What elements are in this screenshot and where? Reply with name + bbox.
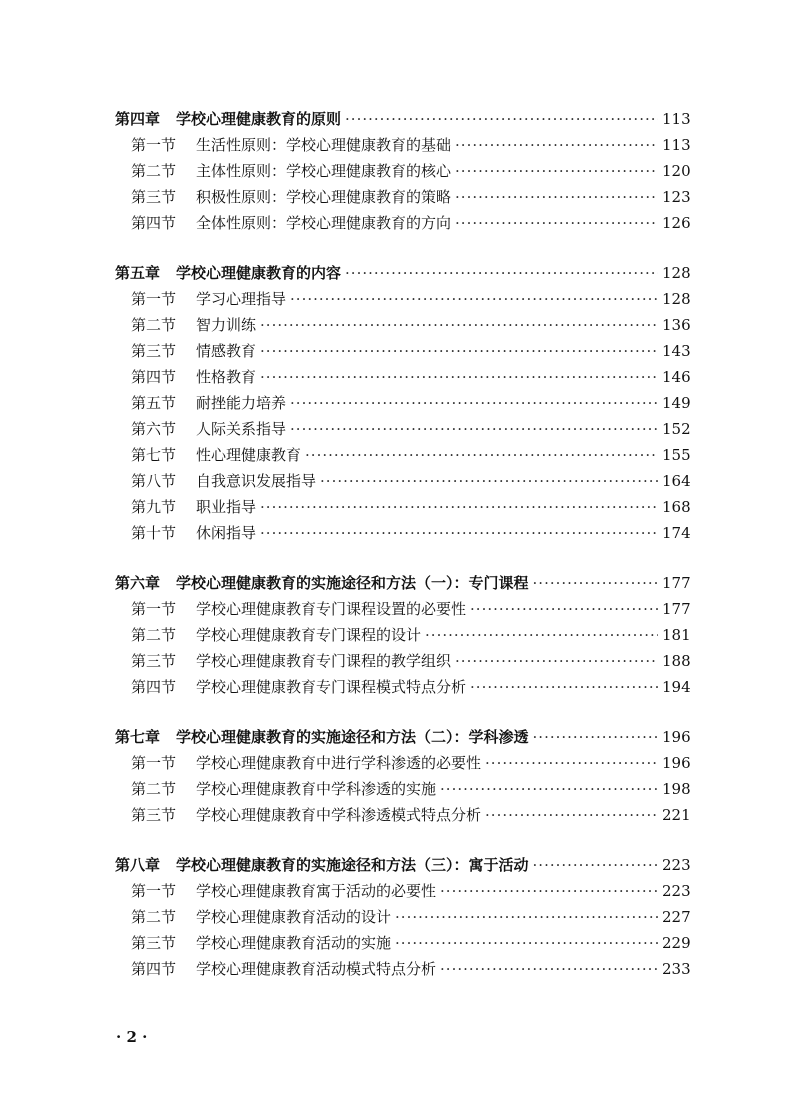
section-entry (115, 776, 691, 802)
section-entry-number: 第七节 (131, 446, 177, 464)
section-entry-title: 耐挫能力培养 (196, 394, 287, 412)
section-entry-title: 学校心理健康教育寓于活动的必要性 (196, 882, 437, 900)
section-entry-title: 学校心理健康教育中进行学科渗透的必要性 (196, 754, 482, 772)
section-entry-number: 第三节 (131, 188, 177, 206)
section-entry (115, 674, 691, 700)
page-number: · 2 · (116, 1028, 148, 1046)
dot-leader (395, 930, 658, 956)
dot-leader (455, 132, 658, 158)
dot-leader (290, 286, 658, 312)
section-entry-title: 性格教育 (196, 368, 257, 386)
section-entry (115, 312, 691, 338)
chapter-heading-number: 第五章 (115, 264, 161, 282)
toc-chapter (115, 106, 691, 236)
section-entry-title: 学习心理指导 (196, 290, 287, 308)
section-entry-page: 113 (662, 136, 691, 154)
section-entry-title: 休闲指导 (196, 524, 257, 542)
section-entry-page: 194 (662, 678, 691, 696)
dot-leader (440, 956, 658, 982)
section-entry-number: 第八节 (131, 472, 177, 490)
section-entry-page: 136 (662, 316, 691, 334)
dot-leader (260, 312, 658, 338)
section-entry-page: 223 (662, 882, 691, 900)
dot-leader (470, 674, 658, 700)
section-entry-page: 152 (662, 420, 691, 438)
section-entry-number: 第二节 (131, 162, 177, 180)
section-entry (115, 364, 691, 390)
dot-leader (260, 494, 658, 520)
chapter-heading-number: 第八章 (115, 856, 161, 874)
section-entry-page: 120 (662, 162, 691, 180)
section-entry-number: 第一节 (131, 882, 177, 900)
chapter-heading (115, 260, 691, 286)
section-entry-number: 第九节 (131, 498, 177, 516)
section-entry-title: 学校心理健康教育活动的设计 (196, 908, 392, 926)
section-entry-page: 164 (662, 472, 691, 490)
section-entry-number: 第三节 (131, 652, 177, 670)
section-entry-page: 126 (662, 214, 691, 232)
section-entry-number: 第五节 (131, 394, 177, 412)
section-entry (115, 158, 691, 184)
dot-leader (260, 364, 658, 390)
dot-leader (345, 260, 658, 286)
section-entry-number: 第二节 (131, 316, 177, 334)
section-entry-page: 233 (662, 960, 691, 978)
chapter-heading (115, 106, 691, 132)
chapter-heading-title: 学校心理健康教育的原则 (176, 110, 342, 128)
dot-leader (485, 802, 658, 828)
toc-chapter (115, 570, 691, 700)
chapter-heading (115, 724, 691, 750)
chapter-heading-page: 223 (662, 856, 691, 874)
section-entry-title: 学校心理健康教育专门课程的教学组织 (196, 652, 452, 670)
chapter-heading-page: 177 (662, 574, 691, 592)
section-entry-page: 143 (662, 342, 691, 360)
dot-leader (455, 158, 658, 184)
section-entry (115, 596, 691, 622)
section-entry (115, 442, 691, 468)
dot-leader (440, 776, 658, 802)
dot-leader (455, 210, 658, 236)
section-entry-title: 学校心理健康教育中学科渗透的实施 (196, 780, 437, 798)
section-entry (115, 184, 691, 210)
toc-chapter (115, 852, 691, 982)
dot-leader (455, 184, 658, 210)
chapter-heading-page: 128 (662, 264, 691, 282)
section-entry-page: 196 (662, 754, 691, 772)
toc-chapter (115, 724, 691, 828)
chapter-heading-title: 学校心理健康教育的实施途径和方法（一）：专门课程 (176, 574, 529, 592)
section-entry-title: 积极性原则：学校心理健康教育的策略 (196, 188, 452, 206)
section-entry (115, 468, 691, 494)
section-entry (115, 622, 691, 648)
section-entry (115, 390, 691, 416)
section-entry (115, 930, 691, 956)
table-of-contents (115, 106, 691, 1006)
section-entry-page: 177 (662, 600, 691, 618)
section-entry-number: 第十节 (131, 524, 177, 542)
section-entry-title: 性心理健康教育 (196, 446, 302, 464)
section-entry-number: 第三节 (131, 934, 177, 952)
section-entry-page: 146 (662, 368, 691, 386)
chapter-heading-page: 196 (662, 728, 691, 746)
dot-leader (440, 878, 658, 904)
dot-leader (533, 724, 658, 750)
section-entry (115, 956, 691, 982)
chapter-heading-title: 学校心理健康教育的实施途径和方法（三）：寓于活动 (176, 856, 529, 874)
section-entry-title: 智力训练 (196, 316, 257, 334)
dot-leader (290, 390, 658, 416)
toc-chapter (115, 260, 691, 546)
section-entry (115, 132, 691, 158)
section-entry-page: 149 (662, 394, 691, 412)
chapter-heading (115, 570, 691, 596)
section-entry (115, 494, 691, 520)
section-entry (115, 878, 691, 904)
section-entry-title: 学校心理健康教育专门课程模式特点分析 (196, 678, 467, 696)
section-entry-title: 学校心理健康教育活动模式特点分析 (196, 960, 437, 978)
chapter-heading-title: 学校心理健康教育的内容 (176, 264, 342, 282)
section-entry-page: 188 (662, 652, 691, 670)
section-entry (115, 416, 691, 442)
dot-leader (345, 106, 658, 132)
chapter-heading-title: 学校心理健康教育的实施途径和方法（二）：学科渗透 (176, 728, 529, 746)
chapter-heading-number: 第六章 (115, 574, 161, 592)
section-entry-title: 学校心理健康教育中学科渗透模式特点分析 (196, 806, 482, 824)
section-entry-number: 第一节 (131, 754, 177, 772)
section-entry (115, 904, 691, 930)
section-entry (115, 802, 691, 828)
section-entry (115, 210, 691, 236)
section-entry-number: 第四节 (131, 960, 177, 978)
section-entry-title: 主体性原则：学校心理健康教育的核心 (196, 162, 452, 180)
dot-leader (395, 904, 658, 930)
section-entry (115, 286, 691, 312)
section-entry (115, 750, 691, 776)
section-entry (115, 338, 691, 364)
section-entry-number: 第二节 (131, 626, 177, 644)
section-entry-number: 第二节 (131, 908, 177, 926)
section-entry-number: 第三节 (131, 806, 177, 824)
section-entry-title: 人际关系指导 (196, 420, 287, 438)
section-entry-title: 学校心理健康教育专门课程设置的必要性 (196, 600, 467, 618)
section-entry-page: 168 (662, 498, 691, 516)
section-entry (115, 648, 691, 674)
chapter-heading (115, 852, 691, 878)
section-entry-number: 第六节 (131, 420, 177, 438)
dot-leader (260, 520, 658, 546)
dot-leader (260, 338, 658, 364)
section-entry-page: 227 (662, 908, 691, 926)
dot-leader (455, 648, 658, 674)
dot-leader (425, 622, 658, 648)
chapter-heading-number: 第四章 (115, 110, 161, 128)
section-entry-title: 生活性原则：学校心理健康教育的基础 (196, 136, 452, 154)
dot-leader (305, 442, 658, 468)
section-entry (115, 520, 691, 546)
section-entry-number: 第三节 (131, 342, 177, 360)
chapter-heading-number: 第七章 (115, 728, 161, 746)
section-entry-number: 第二节 (131, 780, 177, 798)
section-entry-page: 181 (662, 626, 691, 644)
section-entry-number: 第四节 (131, 368, 177, 386)
section-entry-page: 174 (662, 524, 691, 542)
dot-leader (290, 416, 658, 442)
section-entry-page: 128 (662, 290, 691, 308)
section-entry-title: 情感教育 (196, 342, 257, 360)
dot-leader (485, 750, 658, 776)
section-entry-number: 第四节 (131, 214, 177, 232)
section-entry-number: 第一节 (131, 290, 177, 308)
section-entry-page: 198 (662, 780, 691, 798)
dot-leader (320, 468, 658, 494)
section-entry-title: 全体性原则：学校心理健康教育的方向 (196, 214, 452, 232)
section-entry-number: 第一节 (131, 136, 177, 154)
section-entry-page: 221 (662, 806, 691, 824)
section-entry-page: 123 (662, 188, 691, 206)
section-entry-title: 学校心理健康教育专门课程的设计 (196, 626, 422, 644)
section-entry-page: 155 (662, 446, 691, 464)
section-entry-number: 第四节 (131, 678, 177, 696)
dot-leader (533, 570, 658, 596)
section-entry-page: 229 (662, 934, 691, 952)
dot-leader (470, 596, 658, 622)
chapter-heading-page: 113 (662, 110, 691, 128)
section-entry-title: 自我意识发展指导 (196, 472, 317, 490)
dot-leader (533, 852, 658, 878)
section-entry-title: 学校心理健康教育活动的实施 (196, 934, 392, 952)
section-entry-number: 第一节 (131, 600, 177, 618)
section-entry-title: 职业指导 (196, 498, 257, 516)
